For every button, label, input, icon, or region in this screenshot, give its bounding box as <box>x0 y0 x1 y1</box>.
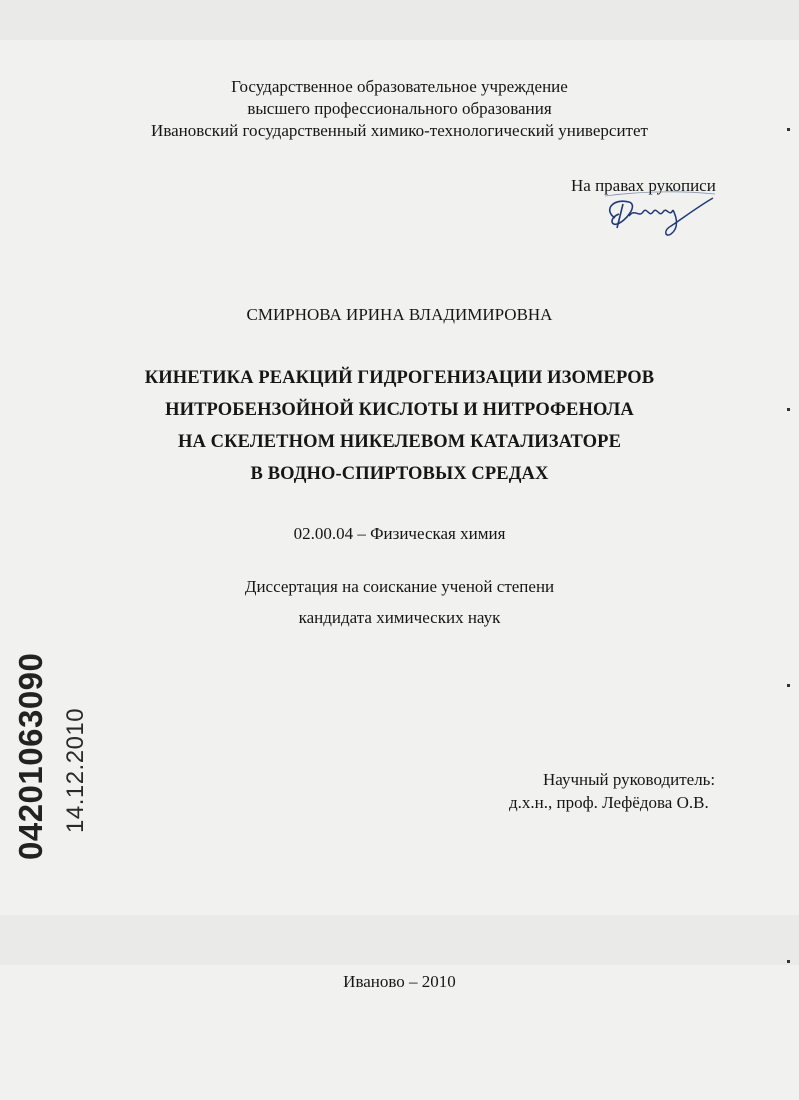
scan-shade-band <box>0 915 799 965</box>
city-year: Иваново – 2010 <box>343 972 456 991</box>
scan-shade-top <box>0 0 799 40</box>
stamp-date: 14.12.2010 <box>62 707 89 833</box>
title-line-3: НА СКЕЛЕТНОМ НИКЕЛЕВОМ КАТАЛИЗАТОРЕ <box>177 432 622 452</box>
scan-mark <box>787 408 790 411</box>
title-line-4: В ВОДНО-СПИРТОВЫХ СРЕДАХ <box>250 464 549 484</box>
scan-mark <box>787 128 790 131</box>
specialty: 02.00.04 – Физическая химия <box>293 524 506 543</box>
supervisor-label: Научный руководитель: <box>543 770 716 789</box>
institution-line-2: высшего профессионального образования <box>247 99 552 118</box>
title-line-2: НИТРОБЕНЗОЙНОЙ КИСЛОТЫ И НИТРОФЕНОЛА <box>165 400 634 420</box>
title-line-1: КИНЕТИКА РЕАКЦИЙ ГИДРОГЕНИЗАЦИИ ИЗОМЕРОВ <box>144 368 655 388</box>
scan-mark <box>787 684 790 687</box>
degree-line-1: Диссертация на соискание ученой степени <box>244 577 555 596</box>
manuscript-note: На правах рукописи <box>571 176 716 195</box>
supervisor-name: д.х.н., проф. Лефёдова О.В. <box>509 793 709 812</box>
author-name: СМИРНОВА ИРИНА ВЛАДИМИРОВНА <box>246 305 553 324</box>
institution-line-1: Государственное образовательное учреждение <box>231 77 568 96</box>
stamp-number: 04201063090 <box>12 652 49 860</box>
institution-line-3: Ивановский государственный химико-технологический университет <box>151 121 648 140</box>
scan-mark <box>787 960 790 963</box>
degree-line-2: кандидата химических наук <box>298 608 501 627</box>
signature-icon <box>595 188 720 240</box>
